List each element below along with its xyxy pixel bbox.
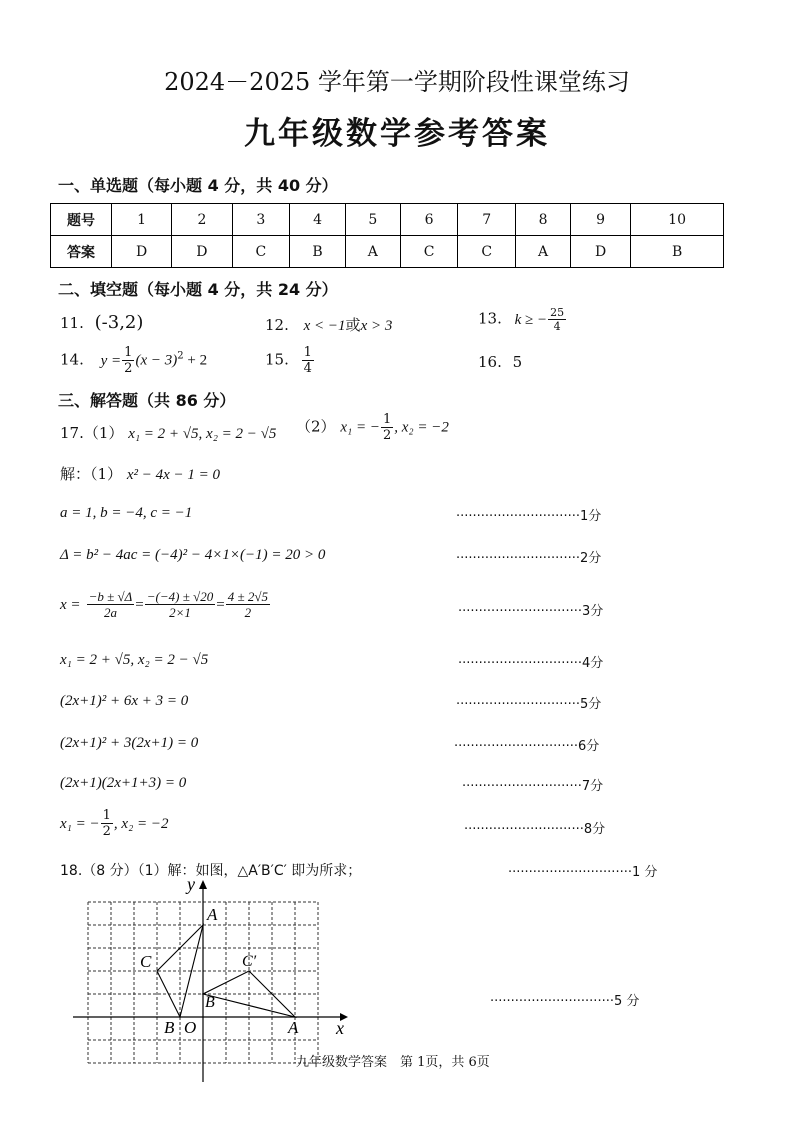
q15-number: 15.: [265, 350, 289, 369]
step-7-score: ·····························7分: [462, 779, 604, 794]
q14: [60, 345, 207, 376]
q17-part1-answer: x₁ = 2 + √5, x₂ = 2 − √5: [128, 426, 277, 442]
section2-heading: 二、填空题（每小题 4 分，共 24 分）: [58, 280, 338, 299]
step-3-expr: x = $\frac{-b \pm √\Delta}{2a}$ = $\frac{-(-4) \pm √20}{2\times 1}$ = $\frac{4 \pm 2√5}{2}$: [60, 589, 268, 620]
answer-cell: D: [112, 236, 172, 268]
answer-cell: D: [570, 236, 630, 268]
answer-cell: C: [400, 236, 458, 268]
q14-denominator: 2: [124, 361, 133, 376]
answer-table: [50, 203, 724, 268]
vertex-a-label: A: [207, 905, 218, 924]
q18-score-5: ······························5 分: [490, 994, 640, 1009]
q11-number: 11.: [60, 314, 84, 332]
q17-answers: [60, 422, 276, 443]
q14-numerator: 1: [124, 345, 133, 360]
page-title-line2: 九年级数学参考答案: [244, 116, 550, 152]
table-row-answers: [51, 236, 724, 268]
q12-number: 12.: [265, 316, 289, 334]
step-2-expr: Δ = b² − 4ac = (−4)² − 4×1×(−1) = 20 > 0: [60, 547, 326, 563]
q17-label: 17.（1）: [60, 424, 124, 442]
step-3-score: ······························3分: [458, 604, 604, 619]
step-8-expr: [60, 808, 169, 839]
q12-or: 或: [345, 316, 361, 334]
step-3-f2-bot: 2×1: [169, 605, 191, 620]
step-8-numerator: 1: [102, 808, 111, 823]
q18-text: 18.（8 分）（1）解：如图，△A′B′C′ 即为所求；: [60, 863, 362, 879]
question-number: 9: [570, 204, 630, 236]
step-8-fraction: [101, 808, 113, 839]
step-7-expr: (2x+1)(2x+1+3) = 0: [60, 775, 187, 791]
step-1-expr: a = 1, b = −4, c = −1: [60, 505, 193, 521]
step-3-f3-bot: 2: [244, 605, 252, 620]
q14-exponent: 2: [177, 350, 184, 362]
answer-cell: C: [458, 236, 516, 268]
q16-number: 16.: [478, 353, 502, 371]
step-6-score: ······························6分: [454, 739, 600, 754]
question-number: 6: [400, 204, 458, 236]
step-5-expr: (2x+1)² + 6x + 3 = 0: [60, 693, 189, 709]
page-footer: 九年级数学答案 第 1页，共 6页: [296, 1055, 490, 1070]
q17-part2-post: , x₂ = −2: [394, 419, 449, 436]
step-8-score: ·····························8分: [464, 822, 606, 837]
q15-denominator: 4: [303, 361, 312, 376]
step-3-f2-top: −(−4) ± √20: [146, 589, 214, 604]
answer-cell: B: [631, 236, 724, 268]
q13-fraction: [548, 306, 566, 333]
vertex-b-label: B: [164, 1018, 175, 1037]
step-3-f1-bot: 2a: [103, 605, 117, 620]
solution-label: 解：（1）: [60, 465, 123, 483]
q11-answer: (-3,2): [94, 312, 144, 333]
q17-part2: [296, 412, 449, 443]
section1-heading: 一、单选题（每小题 4 分，共 40 分）: [58, 176, 338, 195]
step-8-post: , x₂ = −2: [113, 816, 169, 832]
step-4-expr: x₁ = 2 + √5, x₂ = 2 − √5: [60, 652, 209, 668]
q17-part2-label: （2）: [296, 417, 336, 436]
q16: [478, 353, 522, 371]
table-row-questions: [51, 204, 724, 236]
q14-end: + 2: [183, 352, 208, 369]
vertex-c-label: C: [140, 952, 152, 971]
q13-numerator: 25: [550, 306, 565, 319]
answer-cell: A: [516, 236, 571, 268]
question-number: 2: [172, 204, 232, 236]
q13-k: k ≥ −: [514, 311, 548, 328]
q14-post: (x − 3): [135, 352, 178, 369]
answer-cell: A: [345, 236, 400, 268]
solution-equation: x² − 4x − 1 = 0: [126, 467, 221, 483]
step-5-score: ······························5分: [456, 697, 602, 712]
q13-number: 13.: [478, 309, 502, 328]
q14-pre: y =: [100, 352, 122, 369]
step-3-fraction-1: [87, 589, 135, 620]
question-number: 4: [290, 204, 346, 236]
q12: [265, 314, 392, 335]
vertex-c-prime-label: C′: [242, 953, 257, 970]
q15-numerator: 1: [303, 345, 312, 360]
q14-fraction: [122, 345, 134, 376]
q12-part-b: x > 3: [360, 318, 393, 334]
step-6-expr: (2x+1)² + 3(2x+1) = 0: [60, 735, 199, 751]
q17-part2-fraction: [381, 412, 393, 443]
question-number: 1: [112, 204, 172, 236]
step-3-x: x =: [60, 597, 81, 613]
question-number: 5: [345, 204, 400, 236]
solution-intro: [60, 463, 220, 484]
q15-fraction: [302, 345, 314, 376]
step-2-score: ······························2分: [456, 551, 602, 566]
q17-part2-denominator: 2: [382, 428, 392, 443]
answer-cell: C: [232, 236, 290, 268]
row-label-answer: 答案: [51, 236, 112, 268]
origin-label: O: [184, 1018, 197, 1037]
vertex-a-prime-label: A: [288, 1018, 299, 1037]
y-axis-label: y: [187, 874, 195, 894]
row-label-question: 题号: [51, 204, 112, 236]
q18-score-1: ······························1 分: [508, 865, 658, 880]
q15: [265, 345, 315, 376]
x-axis-label: x: [336, 1018, 344, 1038]
step-3-f1-top: −b ± √Δ: [88, 589, 133, 604]
q16-answer: 5: [512, 353, 523, 371]
step-8-pre: x₁ = −: [60, 816, 100, 832]
q13: [478, 306, 567, 333]
section3-heading: 三、解答题（共 86 分）: [58, 391, 236, 410]
q14-number: 14.: [60, 350, 84, 369]
answer-cell: D: [172, 236, 232, 268]
y-axis-arrow-icon: [199, 880, 207, 889]
vertex-b-prime-label: B: [205, 994, 215, 1011]
question-number: 7: [458, 204, 516, 236]
step-3-f3-top: 4 ± 2√5: [227, 589, 268, 604]
page-title-line1: 2024－2025 学年第一学期阶段性课堂练习: [164, 68, 630, 96]
question-number: 8: [516, 204, 571, 236]
q17-part2-numerator: 1: [382, 412, 392, 427]
q17-part2-pre: x₁ = −: [340, 419, 380, 436]
step-8-denominator: 2: [102, 824, 111, 839]
q13-denominator: 4: [553, 320, 561, 333]
question-number: 10: [631, 204, 724, 236]
question-number: 3: [232, 204, 290, 236]
step-4-score: ······························4分: [458, 656, 604, 671]
q11: [60, 312, 143, 333]
q12-part-a: x < −1: [303, 318, 346, 334]
answer-cell: B: [290, 236, 346, 268]
step-1-score: ······························1分: [456, 509, 602, 524]
step-3-fraction-3: [226, 589, 270, 620]
step-3-fraction-2: [145, 589, 215, 620]
